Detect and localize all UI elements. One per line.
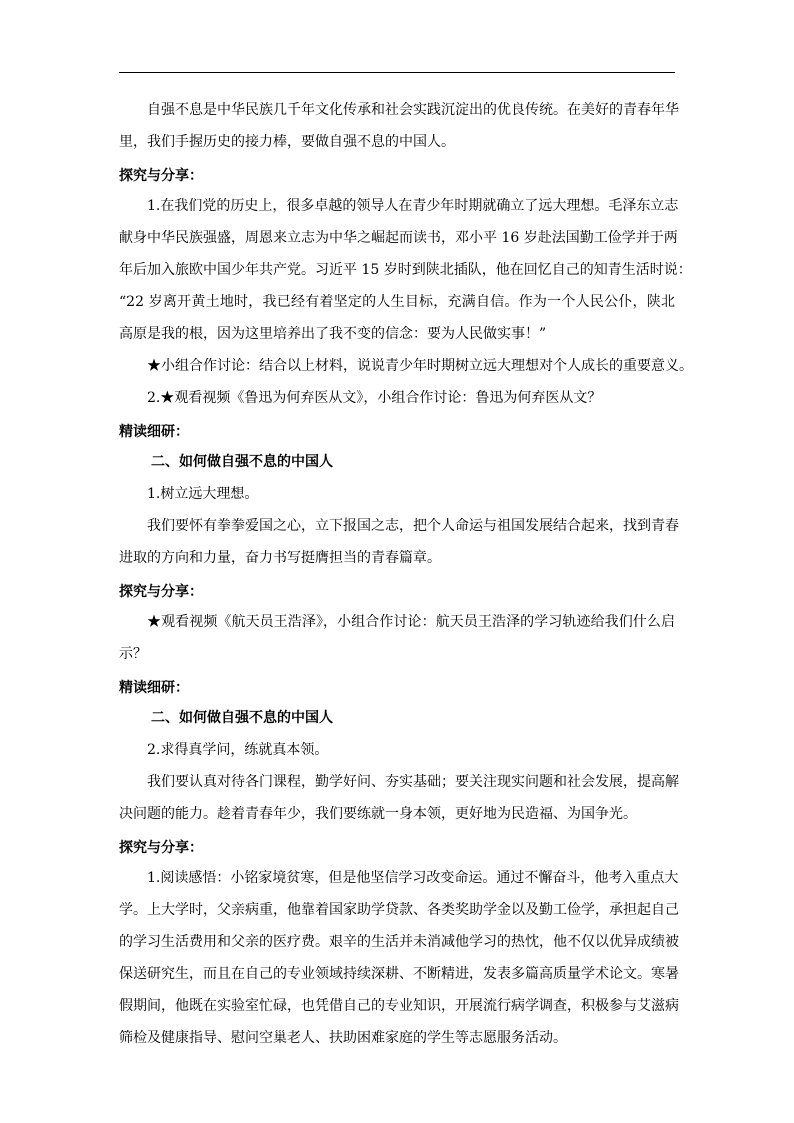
paragraph-line: 决问题的能力。趁着青春年少，我们要练就一身本领，更好地为民造福、为国争光。 — [119, 806, 637, 822]
subheading: 二、如何做自强不息的中国人 — [151, 454, 333, 470]
paragraph-line: ★观看视频《航天员王浩泽》，小组合作讨论：航天员王浩泽的学习轨迹给我们什么启 — [147, 614, 675, 630]
paragraph-line: 示？ — [119, 646, 147, 662]
paragraph-line: 年后加入旅欧中国少年共产党。习近平 15 岁时到陕北插队，他在回忆自己的知青生活时说： — [119, 262, 692, 278]
paragraph-line: 的学习生活费用和父亲的医疗费。艰辛的生活并未消减他学习的热忱，他不仅以优异成绩被 — [119, 934, 679, 950]
header-rule — [119, 72, 675, 73]
paragraph-line: 我们要认真对待各门课程，勤学好问、夯实基础；要关注现实问题和社会发展，提高解 — [147, 774, 679, 790]
paragraph-line: “22 岁离开黄土地时，我已经有着坚定的人生目标，充满自信。作为一个人民公仆，陕北 — [119, 294, 675, 310]
point-title: 1.树立远大理想。 — [147, 486, 259, 502]
paragraph-line: 进取的方向和力量，奋力书写挺膺担当的青春篇章。 — [119, 550, 441, 566]
subheading: 二、如何做自强不息的中国人 — [151, 710, 333, 726]
paragraph-line: 保送研究生，而且在自己的专业领域持续深耕、不断精进，发表多篇高质量学术论文。寒暑 — [119, 966, 679, 982]
section-heading-close-reading: 精读细研： — [119, 680, 189, 696]
paragraph-line: 假期间，他既在实验室忙碌，也凭借自己的专业知识，开展流行病学调查，积极参与艾滋病 — [119, 998, 679, 1014]
star-discussion: ★小组合作讨论：结合以上材料，说说青少年时期树立远大理想对个人成长的重要意义。 — [147, 358, 693, 374]
paragraph-line: 我们要怀有拳拳爱国之心，立下报国之志，把个人命运与祖国发展结合起来，找到青春 — [147, 518, 679, 534]
paragraph-line: 1.阅读感悟：小铭家境贫寒，但是他坚信学习改变命运。通过不懈奋斗，他考入重点大 — [147, 870, 679, 886]
paragraph-line: 学。上大学时，父亲病重，他靠着国家助学贷款、各类奖助学金以及勤工俭学，承担起自己 — [119, 902, 679, 918]
section-heading-close-reading: 精读细研： — [119, 424, 189, 440]
section-heading-explore: 探究与分享： — [119, 840, 203, 856]
paragraph-line: 高原是我的根，因为这里培养出了我不变的信念：要为人民做实事！” — [119, 326, 547, 342]
section-heading-explore: 探究与分享： — [119, 168, 203, 184]
paragraph-line: 1.在我们党的历史上，很多卓越的领导人在青少年时期就确立了远大理想。毛泽东立志 — [147, 198, 679, 214]
section-heading-explore: 探究与分享： — [119, 584, 203, 600]
paragraph-line: 献身中华民族强盛，周恩来立志为中华之崛起而读书，邓小平 16 岁赴法国勤工俭学并于两 — [119, 230, 678, 246]
paragraph-line: 筛检及健康指导、慰问空巢老人、扶助困难家庭的学生等志愿服务活动。 — [119, 1030, 567, 1046]
intro-line-1: 自强不息是中华民族几千年文化传承和社会实践沉淀出的优良传统。在美好的青春年华 — [147, 102, 679, 118]
point-title: 2.求得真学问，练就真本领。 — [147, 742, 329, 758]
video-discussion-item: 2.★观看视频《鲁迅为何弃医从文》，小组合作讨论：鲁迅为何弃医从文？ — [147, 390, 602, 406]
intro-line-2: 里，我们手握历史的接力棒，要做自强不息的中国人。 — [119, 134, 455, 150]
